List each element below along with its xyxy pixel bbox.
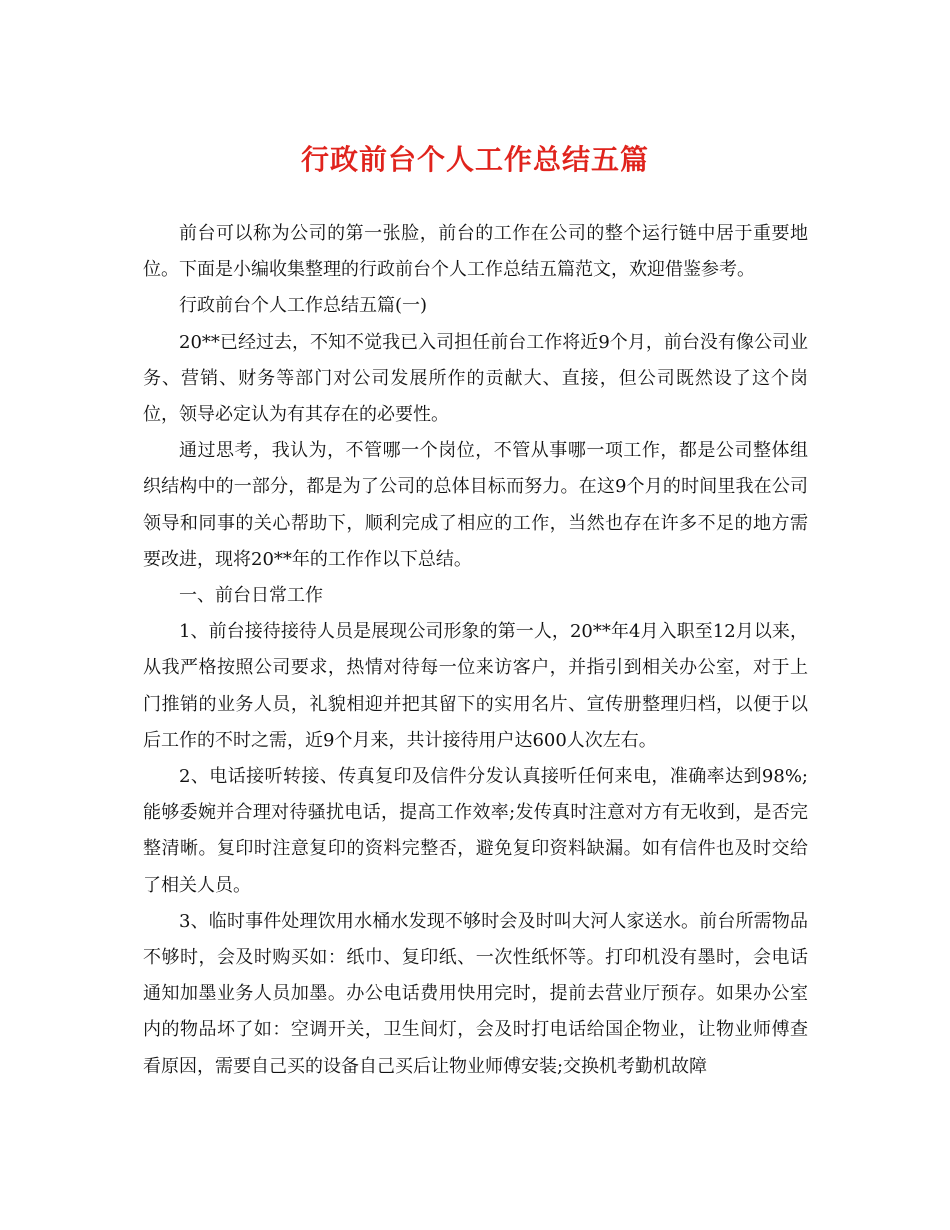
section-heading-daily-work: 一、前台日常工作: [179, 585, 323, 607]
body-paragraph: 20**已经过去，不知不觉我已入司担任前台工作将近9个月，前台没有像公司业务、营销、财务等部门对公司发展所作的贡献大、直接，但公司既然设了这个岗位，领导必定认为有其存在的必要性。: [143, 331, 808, 426]
list-item-temporary-events: 3、临时事件处理饮用水桶水发现不够时会及时叫大河人家送水。前台所需物品不够时，会及时购买如：纸巾、复印纸、一次性纸怀等。打印机没有墨时，会电话通知加墨业务人员加墨。办公电话费用快用完时，提前去营业厅预存。如果办公室内的物品坏了如：空调开关，卫生间灯，会及时打电话给国企物业，让物业师傅查看原因，需要自己买的设备自己买后让物业师傅安装;交换机考勤机故障: [143, 910, 808, 1077]
document-title: 行政前台个人工作总结五篇: [300, 143, 649, 176]
list-item-phone-fax: 2、电话接听转接、传真复印及信件分发认真接听任何来电，准确率达到98%;能够委婉并合理对待骚扰电话，提高工作效率;发传真时注意对方有无收到，是否完整清晰。复印时注意复印的资料完整否，避免复印资料缺漏。如有信件也及时交给了相关人员。: [143, 766, 808, 896]
intro-paragraph: 前台可以称为公司的第一张脸，前台的工作在公司的整个运行链中居于重要地位。下面是小编收集整理的行政前台个人工作总结五篇范文，欢迎借鉴参考。: [143, 223, 808, 281]
list-item-reception: 1、前台接待接待人员是展现公司形象的第一人，20**年4月入职至12月以来，从我严格按照公司要求，热情对待每一位来访客户，并指引到相关办公室，对于上门推销的业务人员，礼貌相迎并把其留下的实用名片、宣传册整理归档，以便于以后工作的不时之需，近9个月来，共计接待用户达600人次左右。: [143, 621, 808, 751]
body-paragraph: 通过思考，我认为，不管哪一个岗位，不管从事哪一项工作，都是公司整体组织结构中的一部分，都是为了公司的总体目标而努力。在这9个月的时间里我在公司领导和同事的关心帮助下，顺利完成了相应的工作，当然也存在许多不足的地方需要改进，现将20**年的工作作以下总结。: [143, 440, 808, 570]
document-body: [143, 216, 808, 1085]
section-heading-part-one: 行政前台个人工作总结五篇(一): [179, 295, 428, 317]
